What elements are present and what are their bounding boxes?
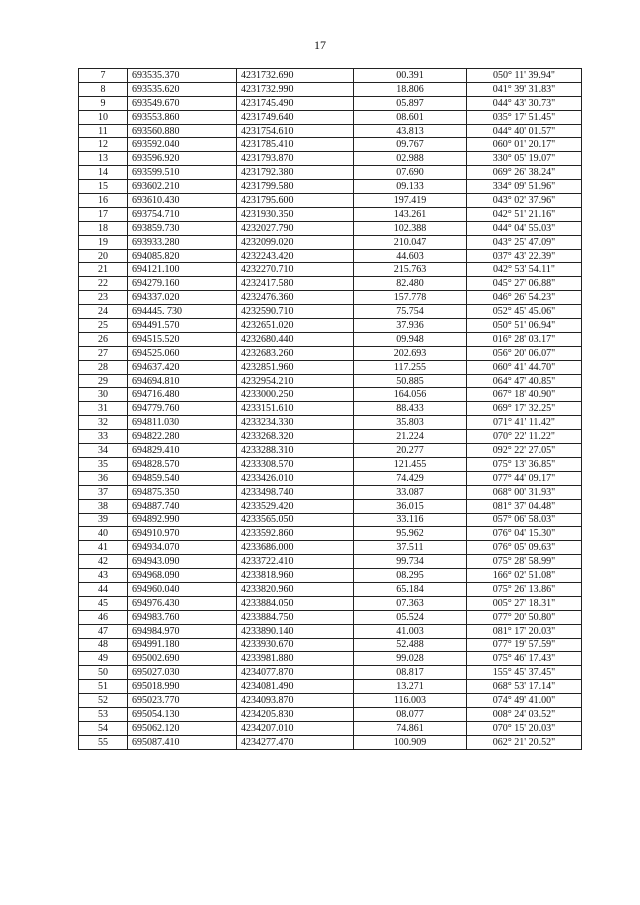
table-row xyxy=(79,263,582,277)
point-number-cell: 12 xyxy=(79,138,128,152)
distance-cell: 08.817 xyxy=(354,666,467,680)
bearing-cell: 081° 37' 04.48" xyxy=(467,499,582,513)
x-coordinate-cell: 693599.510 xyxy=(128,166,237,180)
x-coordinate-cell: 694121.100 xyxy=(128,263,237,277)
x-coordinate-cell: 695027.030 xyxy=(128,666,237,680)
bearing-cell: 334° 09' 51.96" xyxy=(467,180,582,194)
y-coordinate-cell: 4234081.490 xyxy=(237,680,354,694)
table-row xyxy=(79,610,582,624)
x-coordinate-cell: 694976.430 xyxy=(128,596,237,610)
point-number-cell: 55 xyxy=(79,735,128,749)
point-number-cell: 9 xyxy=(79,96,128,110)
bearing-cell: 092° 22' 27.05" xyxy=(467,444,582,458)
table-row xyxy=(79,110,582,124)
point-number-cell: 34 xyxy=(79,444,128,458)
table-row xyxy=(79,430,582,444)
table-row xyxy=(79,152,582,166)
y-coordinate-cell: 4231732.990 xyxy=(237,82,354,96)
bearing-cell: 037° 43' 22.39" xyxy=(467,249,582,263)
y-coordinate-cell: 4232099.020 xyxy=(237,235,354,249)
x-coordinate-cell: 693560.880 xyxy=(128,124,237,138)
point-number-cell: 54 xyxy=(79,721,128,735)
bearing-cell: 155° 45' 37.45" xyxy=(467,666,582,680)
table-row xyxy=(79,499,582,513)
bearing-cell: 330° 05' 19.07" xyxy=(467,152,582,166)
point-number-cell: 7 xyxy=(79,69,128,83)
bearing-cell: 068° 53' 17.14" xyxy=(467,680,582,694)
x-coordinate-cell: 694910.970 xyxy=(128,527,237,541)
point-number-cell: 28 xyxy=(79,360,128,374)
y-coordinate-cell: 4231754.610 xyxy=(237,124,354,138)
distance-cell: 65.184 xyxy=(354,582,467,596)
table-row xyxy=(79,485,582,499)
y-coordinate-cell: 4234277.470 xyxy=(237,735,354,749)
bearing-cell: 050° 51' 06.94" xyxy=(467,319,582,333)
x-coordinate-cell: 693535.620 xyxy=(128,82,237,96)
bearing-cell: 016° 28' 03.17" xyxy=(467,332,582,346)
bearing-cell: 075° 26' 13.86" xyxy=(467,582,582,596)
y-coordinate-cell: 4232590.710 xyxy=(237,305,354,319)
distance-cell: 05.524 xyxy=(354,610,467,624)
table-row xyxy=(79,180,582,194)
table-row xyxy=(79,82,582,96)
bearing-cell: 041° 39' 31.83" xyxy=(467,82,582,96)
x-coordinate-cell: 695018.990 xyxy=(128,680,237,694)
distance-cell: 99.734 xyxy=(354,555,467,569)
page-number: 17 xyxy=(314,38,326,52)
point-number-cell: 32 xyxy=(79,416,128,430)
table-row xyxy=(79,402,582,416)
table-row xyxy=(79,96,582,110)
point-number-cell: 43 xyxy=(79,569,128,583)
x-coordinate-cell: 693859.730 xyxy=(128,221,237,235)
x-coordinate-cell: 694811.030 xyxy=(128,416,237,430)
bearing-cell: 060° 01' 20.17" xyxy=(467,138,582,152)
bearing-cell: 043° 02' 37.96" xyxy=(467,194,582,208)
distance-cell: 157.778 xyxy=(354,291,467,305)
bearing-cell: 042° 53' 54.11" xyxy=(467,263,582,277)
distance-cell: 05.897 xyxy=(354,96,467,110)
distance-cell: 43.813 xyxy=(354,124,467,138)
point-number-cell: 38 xyxy=(79,499,128,513)
y-coordinate-cell: 4232954.210 xyxy=(237,374,354,388)
x-coordinate-cell: 694337.020 xyxy=(128,291,237,305)
point-number-cell: 24 xyxy=(79,305,128,319)
bearing-cell: 067° 18' 40.90" xyxy=(467,388,582,402)
distance-cell: 117.255 xyxy=(354,360,467,374)
distance-cell: 33.087 xyxy=(354,485,467,499)
table-row xyxy=(79,138,582,152)
y-coordinate-cell: 4233981.880 xyxy=(237,652,354,666)
point-number-cell: 10 xyxy=(79,110,128,124)
distance-cell: 164.056 xyxy=(354,388,467,402)
table-row xyxy=(79,374,582,388)
point-number-cell: 15 xyxy=(79,180,128,194)
distance-cell: 37.936 xyxy=(354,319,467,333)
point-number-cell: 16 xyxy=(79,194,128,208)
table-row xyxy=(79,346,582,360)
point-number-cell: 13 xyxy=(79,152,128,166)
distance-cell: 74.861 xyxy=(354,721,467,735)
y-coordinate-cell: 4233268.320 xyxy=(237,430,354,444)
distance-cell: 07.690 xyxy=(354,166,467,180)
y-coordinate-cell: 4231795.600 xyxy=(237,194,354,208)
point-number-cell: 47 xyxy=(79,624,128,638)
y-coordinate-cell: 4232243.420 xyxy=(237,249,354,263)
y-coordinate-cell: 4233722.410 xyxy=(237,555,354,569)
y-coordinate-cell: 4232683.260 xyxy=(237,346,354,360)
table-row xyxy=(79,457,582,471)
bearing-cell: 075° 13' 36.85" xyxy=(467,457,582,471)
bearing-cell: 008° 24' 03.52" xyxy=(467,707,582,721)
x-coordinate-cell: 694822.280 xyxy=(128,430,237,444)
coordinates-table xyxy=(78,68,582,750)
x-coordinate-cell: 693535.370 xyxy=(128,69,237,83)
x-coordinate-cell: 693592.040 xyxy=(128,138,237,152)
distance-cell: 102.388 xyxy=(354,221,467,235)
table-row xyxy=(79,652,582,666)
x-coordinate-cell: 694279.160 xyxy=(128,277,237,291)
table-row xyxy=(79,582,582,596)
table-row xyxy=(79,221,582,235)
point-number-cell: 37 xyxy=(79,485,128,499)
distance-cell: 99.028 xyxy=(354,652,467,666)
table-row xyxy=(79,124,582,138)
y-coordinate-cell: 4233686.000 xyxy=(237,541,354,555)
distance-cell: 116.003 xyxy=(354,694,467,708)
y-coordinate-cell: 4232417.580 xyxy=(237,277,354,291)
bearing-cell: 081° 17' 20.03" xyxy=(467,624,582,638)
distance-cell: 09.948 xyxy=(354,332,467,346)
distance-cell: 00.391 xyxy=(354,69,467,83)
x-coordinate-cell: 694983.760 xyxy=(128,610,237,624)
bearing-cell: 056° 20' 06.07" xyxy=(467,346,582,360)
distance-cell: 18.806 xyxy=(354,82,467,96)
table-row xyxy=(79,319,582,333)
point-number-cell: 51 xyxy=(79,680,128,694)
y-coordinate-cell: 4234207.010 xyxy=(237,721,354,735)
bearing-cell: 068° 00' 31.93" xyxy=(467,485,582,499)
y-coordinate-cell: 4232027.790 xyxy=(237,221,354,235)
bearing-cell: 075° 28' 58.99" xyxy=(467,555,582,569)
table-row xyxy=(79,513,582,527)
bearing-cell: 045° 27' 06.88" xyxy=(467,277,582,291)
table-row xyxy=(79,444,582,458)
table-row xyxy=(79,69,582,83)
distance-cell: 02.988 xyxy=(354,152,467,166)
y-coordinate-cell: 4233592.860 xyxy=(237,527,354,541)
x-coordinate-cell: 694085.820 xyxy=(128,249,237,263)
table-row xyxy=(79,707,582,721)
bearing-cell: 077° 44' 09.17" xyxy=(467,471,582,485)
bearing-cell: 044° 40' 01.57" xyxy=(467,124,582,138)
x-coordinate-cell: 694892.990 xyxy=(128,513,237,527)
y-coordinate-cell: 4231792.380 xyxy=(237,166,354,180)
x-coordinate-cell: 694716.480 xyxy=(128,388,237,402)
point-number-cell: 46 xyxy=(79,610,128,624)
distance-cell: 74.429 xyxy=(354,471,467,485)
table-row xyxy=(79,471,582,485)
distance-cell: 202.693 xyxy=(354,346,467,360)
x-coordinate-cell: 694984.970 xyxy=(128,624,237,638)
x-coordinate-cell: 693553.860 xyxy=(128,110,237,124)
x-coordinate-cell: 693754.710 xyxy=(128,207,237,221)
x-coordinate-cell: 693610.430 xyxy=(128,194,237,208)
y-coordinate-cell: 4231785.410 xyxy=(237,138,354,152)
bearing-cell: 076° 04' 15.30" xyxy=(467,527,582,541)
distance-cell: 197.419 xyxy=(354,194,467,208)
point-number-cell: 31 xyxy=(79,402,128,416)
point-number-cell: 48 xyxy=(79,638,128,652)
distance-cell: 121.455 xyxy=(354,457,467,471)
x-coordinate-cell: 694887.740 xyxy=(128,499,237,513)
y-coordinate-cell: 4233000.250 xyxy=(237,388,354,402)
bearing-cell: 070° 15' 20.03" xyxy=(467,721,582,735)
y-coordinate-cell: 4232851.960 xyxy=(237,360,354,374)
bearing-cell: 166° 02' 51.08" xyxy=(467,569,582,583)
y-coordinate-cell: 4231732.690 xyxy=(237,69,354,83)
distance-cell: 08.077 xyxy=(354,707,467,721)
x-coordinate-cell: 694829.410 xyxy=(128,444,237,458)
x-coordinate-cell: 695023.770 xyxy=(128,694,237,708)
bearing-cell: 044° 04' 55.03" xyxy=(467,221,582,235)
x-coordinate-cell: 694943.090 xyxy=(128,555,237,569)
x-coordinate-cell: 695054.130 xyxy=(128,707,237,721)
distance-cell: 13.271 xyxy=(354,680,467,694)
point-number-cell: 50 xyxy=(79,666,128,680)
x-coordinate-cell: 694934.070 xyxy=(128,541,237,555)
point-number-cell: 23 xyxy=(79,291,128,305)
x-coordinate-cell: 694991.180 xyxy=(128,638,237,652)
point-number-cell: 18 xyxy=(79,221,128,235)
distance-cell: 75.754 xyxy=(354,305,467,319)
y-coordinate-cell: 4233151.610 xyxy=(237,402,354,416)
point-number-cell: 11 xyxy=(79,124,128,138)
x-coordinate-cell: 694859.540 xyxy=(128,471,237,485)
table-row xyxy=(79,291,582,305)
point-number-cell: 25 xyxy=(79,319,128,333)
table-row xyxy=(79,194,582,208)
x-coordinate-cell: 695002.690 xyxy=(128,652,237,666)
table-row xyxy=(79,694,582,708)
x-coordinate-cell: 694875.350 xyxy=(128,485,237,499)
x-coordinate-cell: 694968.090 xyxy=(128,569,237,583)
y-coordinate-cell: 4233426.010 xyxy=(237,471,354,485)
x-coordinate-cell: 693933.280 xyxy=(128,235,237,249)
y-coordinate-cell: 4231793.870 xyxy=(237,152,354,166)
distance-cell: 50.885 xyxy=(354,374,467,388)
y-coordinate-cell: 4231930.350 xyxy=(237,207,354,221)
point-number-cell: 35 xyxy=(79,457,128,471)
distance-cell: 08.601 xyxy=(354,110,467,124)
x-coordinate-cell: 694694.810 xyxy=(128,374,237,388)
point-number-cell: 26 xyxy=(79,332,128,346)
x-coordinate-cell: 694637.420 xyxy=(128,360,237,374)
table-row xyxy=(79,332,582,346)
bearing-cell: 050° 11' 39.94" xyxy=(467,69,582,83)
table-row xyxy=(79,360,582,374)
distance-cell: 215.763 xyxy=(354,263,467,277)
y-coordinate-cell: 4233498.740 xyxy=(237,485,354,499)
y-coordinate-cell: 4231799.580 xyxy=(237,180,354,194)
x-coordinate-cell: 693596.920 xyxy=(128,152,237,166)
distance-cell: 09.133 xyxy=(354,180,467,194)
table-row xyxy=(79,638,582,652)
point-number-cell: 8 xyxy=(79,82,128,96)
distance-cell: 95.962 xyxy=(354,527,467,541)
distance-cell: 36.015 xyxy=(354,499,467,513)
point-number-cell: 27 xyxy=(79,346,128,360)
point-number-cell: 39 xyxy=(79,513,128,527)
y-coordinate-cell: 4233288.310 xyxy=(237,444,354,458)
distance-cell: 143.261 xyxy=(354,207,467,221)
table-row xyxy=(79,207,582,221)
y-coordinate-cell: 4231745.490 xyxy=(237,96,354,110)
point-number-cell: 45 xyxy=(79,596,128,610)
distance-cell: 20.277 xyxy=(354,444,467,458)
table-row xyxy=(79,527,582,541)
y-coordinate-cell: 4233234.330 xyxy=(237,416,354,430)
table-row xyxy=(79,305,582,319)
table-row xyxy=(79,555,582,569)
x-coordinate-cell: 695062.120 xyxy=(128,721,237,735)
y-coordinate-cell: 4231749.640 xyxy=(237,110,354,124)
point-number-cell: 41 xyxy=(79,541,128,555)
bearing-cell: 064° 47' 40.85" xyxy=(467,374,582,388)
distance-cell: 35.803 xyxy=(354,416,467,430)
point-number-cell: 36 xyxy=(79,471,128,485)
table-row xyxy=(79,235,582,249)
table-row xyxy=(79,166,582,180)
y-coordinate-cell: 4233529.420 xyxy=(237,499,354,513)
x-coordinate-cell: 694960.040 xyxy=(128,582,237,596)
table-row xyxy=(79,624,582,638)
table-row xyxy=(79,416,582,430)
coordinates-table-body xyxy=(79,69,582,750)
x-coordinate-cell: 694779.760 xyxy=(128,402,237,416)
distance-cell: 52.488 xyxy=(354,638,467,652)
bearing-cell: 069° 17' 32.25" xyxy=(467,402,582,416)
y-coordinate-cell: 4234093.870 xyxy=(237,694,354,708)
point-number-cell: 53 xyxy=(79,707,128,721)
point-number-cell: 21 xyxy=(79,263,128,277)
table-row xyxy=(79,735,582,749)
bearing-cell: 046° 26' 54.23" xyxy=(467,291,582,305)
bearing-cell: 035° 17' 51.45" xyxy=(467,110,582,124)
distance-cell: 33.116 xyxy=(354,513,467,527)
table-row xyxy=(79,596,582,610)
bearing-cell: 075° 46' 17.43" xyxy=(467,652,582,666)
point-number-cell: 40 xyxy=(79,527,128,541)
table-row xyxy=(79,541,582,555)
bearing-cell: 057° 06' 58.03" xyxy=(467,513,582,527)
x-coordinate-cell: 694828.570 xyxy=(128,457,237,471)
distance-cell: 100.909 xyxy=(354,735,467,749)
point-number-cell: 44 xyxy=(79,582,128,596)
distance-cell: 08.295 xyxy=(354,569,467,583)
bearing-cell: 071° 41' 11.42" xyxy=(467,416,582,430)
bearing-cell: 060° 41' 44.70" xyxy=(467,360,582,374)
bearing-cell: 070° 22' 11.22" xyxy=(467,430,582,444)
bearing-cell: 005° 27' 18.31" xyxy=(467,596,582,610)
x-coordinate-cell: 693549.670 xyxy=(128,96,237,110)
table-row xyxy=(79,666,582,680)
point-number-cell: 19 xyxy=(79,235,128,249)
bearing-cell: 043° 25' 47.09" xyxy=(467,235,582,249)
distance-cell: 41.003 xyxy=(354,624,467,638)
y-coordinate-cell: 4232651.020 xyxy=(237,319,354,333)
distance-cell: 09.767 xyxy=(354,138,467,152)
y-coordinate-cell: 4234077.870 xyxy=(237,666,354,680)
table-row xyxy=(79,277,582,291)
point-number-cell: 29 xyxy=(79,374,128,388)
point-number-cell: 33 xyxy=(79,430,128,444)
point-number-cell: 42 xyxy=(79,555,128,569)
x-coordinate-cell: 694525.060 xyxy=(128,346,237,360)
distance-cell: 21.224 xyxy=(354,430,467,444)
point-number-cell: 52 xyxy=(79,694,128,708)
y-coordinate-cell: 4232270.710 xyxy=(237,263,354,277)
bearing-cell: 076° 05' 09.63" xyxy=(467,541,582,555)
distance-cell: 82.480 xyxy=(354,277,467,291)
bearing-cell: 044° 43' 30.73" xyxy=(467,96,582,110)
bearing-cell: 042° 51' 21.16" xyxy=(467,207,582,221)
x-coordinate-cell: 694515.520 xyxy=(128,332,237,346)
y-coordinate-cell: 4232680.440 xyxy=(237,332,354,346)
bearing-cell: 052° 45' 45.06" xyxy=(467,305,582,319)
point-number-cell: 20 xyxy=(79,249,128,263)
y-coordinate-cell: 4233820.960 xyxy=(237,582,354,596)
distance-cell: 44.603 xyxy=(354,249,467,263)
table-row xyxy=(79,569,582,583)
y-coordinate-cell: 4233930.670 xyxy=(237,638,354,652)
point-number-cell: 30 xyxy=(79,388,128,402)
distance-cell: 88.433 xyxy=(354,402,467,416)
table-row xyxy=(79,388,582,402)
y-coordinate-cell: 4233884.750 xyxy=(237,610,354,624)
bearing-cell: 069° 26' 38.24" xyxy=(467,166,582,180)
y-coordinate-cell: 4234205.830 xyxy=(237,707,354,721)
point-number-cell: 22 xyxy=(79,277,128,291)
x-coordinate-cell: 695087.410 xyxy=(128,735,237,749)
y-coordinate-cell: 4233565.050 xyxy=(237,513,354,527)
distance-cell: 210.047 xyxy=(354,235,467,249)
bearing-cell: 077° 19' 57.59" xyxy=(467,638,582,652)
x-coordinate-cell: 694491.570 xyxy=(128,319,237,333)
y-coordinate-cell: 4233890.140 xyxy=(237,624,354,638)
x-coordinate-cell: 693602.210 xyxy=(128,180,237,194)
distance-cell: 07.363 xyxy=(354,596,467,610)
y-coordinate-cell: 4233308.570 xyxy=(237,457,354,471)
distance-cell: 37.511 xyxy=(354,541,467,555)
point-number-cell: 17 xyxy=(79,207,128,221)
bearing-cell: 062° 21' 20.52" xyxy=(467,735,582,749)
table-row xyxy=(79,721,582,735)
bearing-cell: 074° 49' 41.00" xyxy=(467,694,582,708)
y-coordinate-cell: 4233884.050 xyxy=(237,596,354,610)
y-coordinate-cell: 4233818.960 xyxy=(237,569,354,583)
table-row xyxy=(79,249,582,263)
table-row xyxy=(79,680,582,694)
point-number-cell: 14 xyxy=(79,166,128,180)
y-coordinate-cell: 4232476.360 xyxy=(237,291,354,305)
x-coordinate-cell: 694445. 730 xyxy=(128,305,237,319)
point-number-cell: 49 xyxy=(79,652,128,666)
bearing-cell: 077° 20' 50.80" xyxy=(467,610,582,624)
